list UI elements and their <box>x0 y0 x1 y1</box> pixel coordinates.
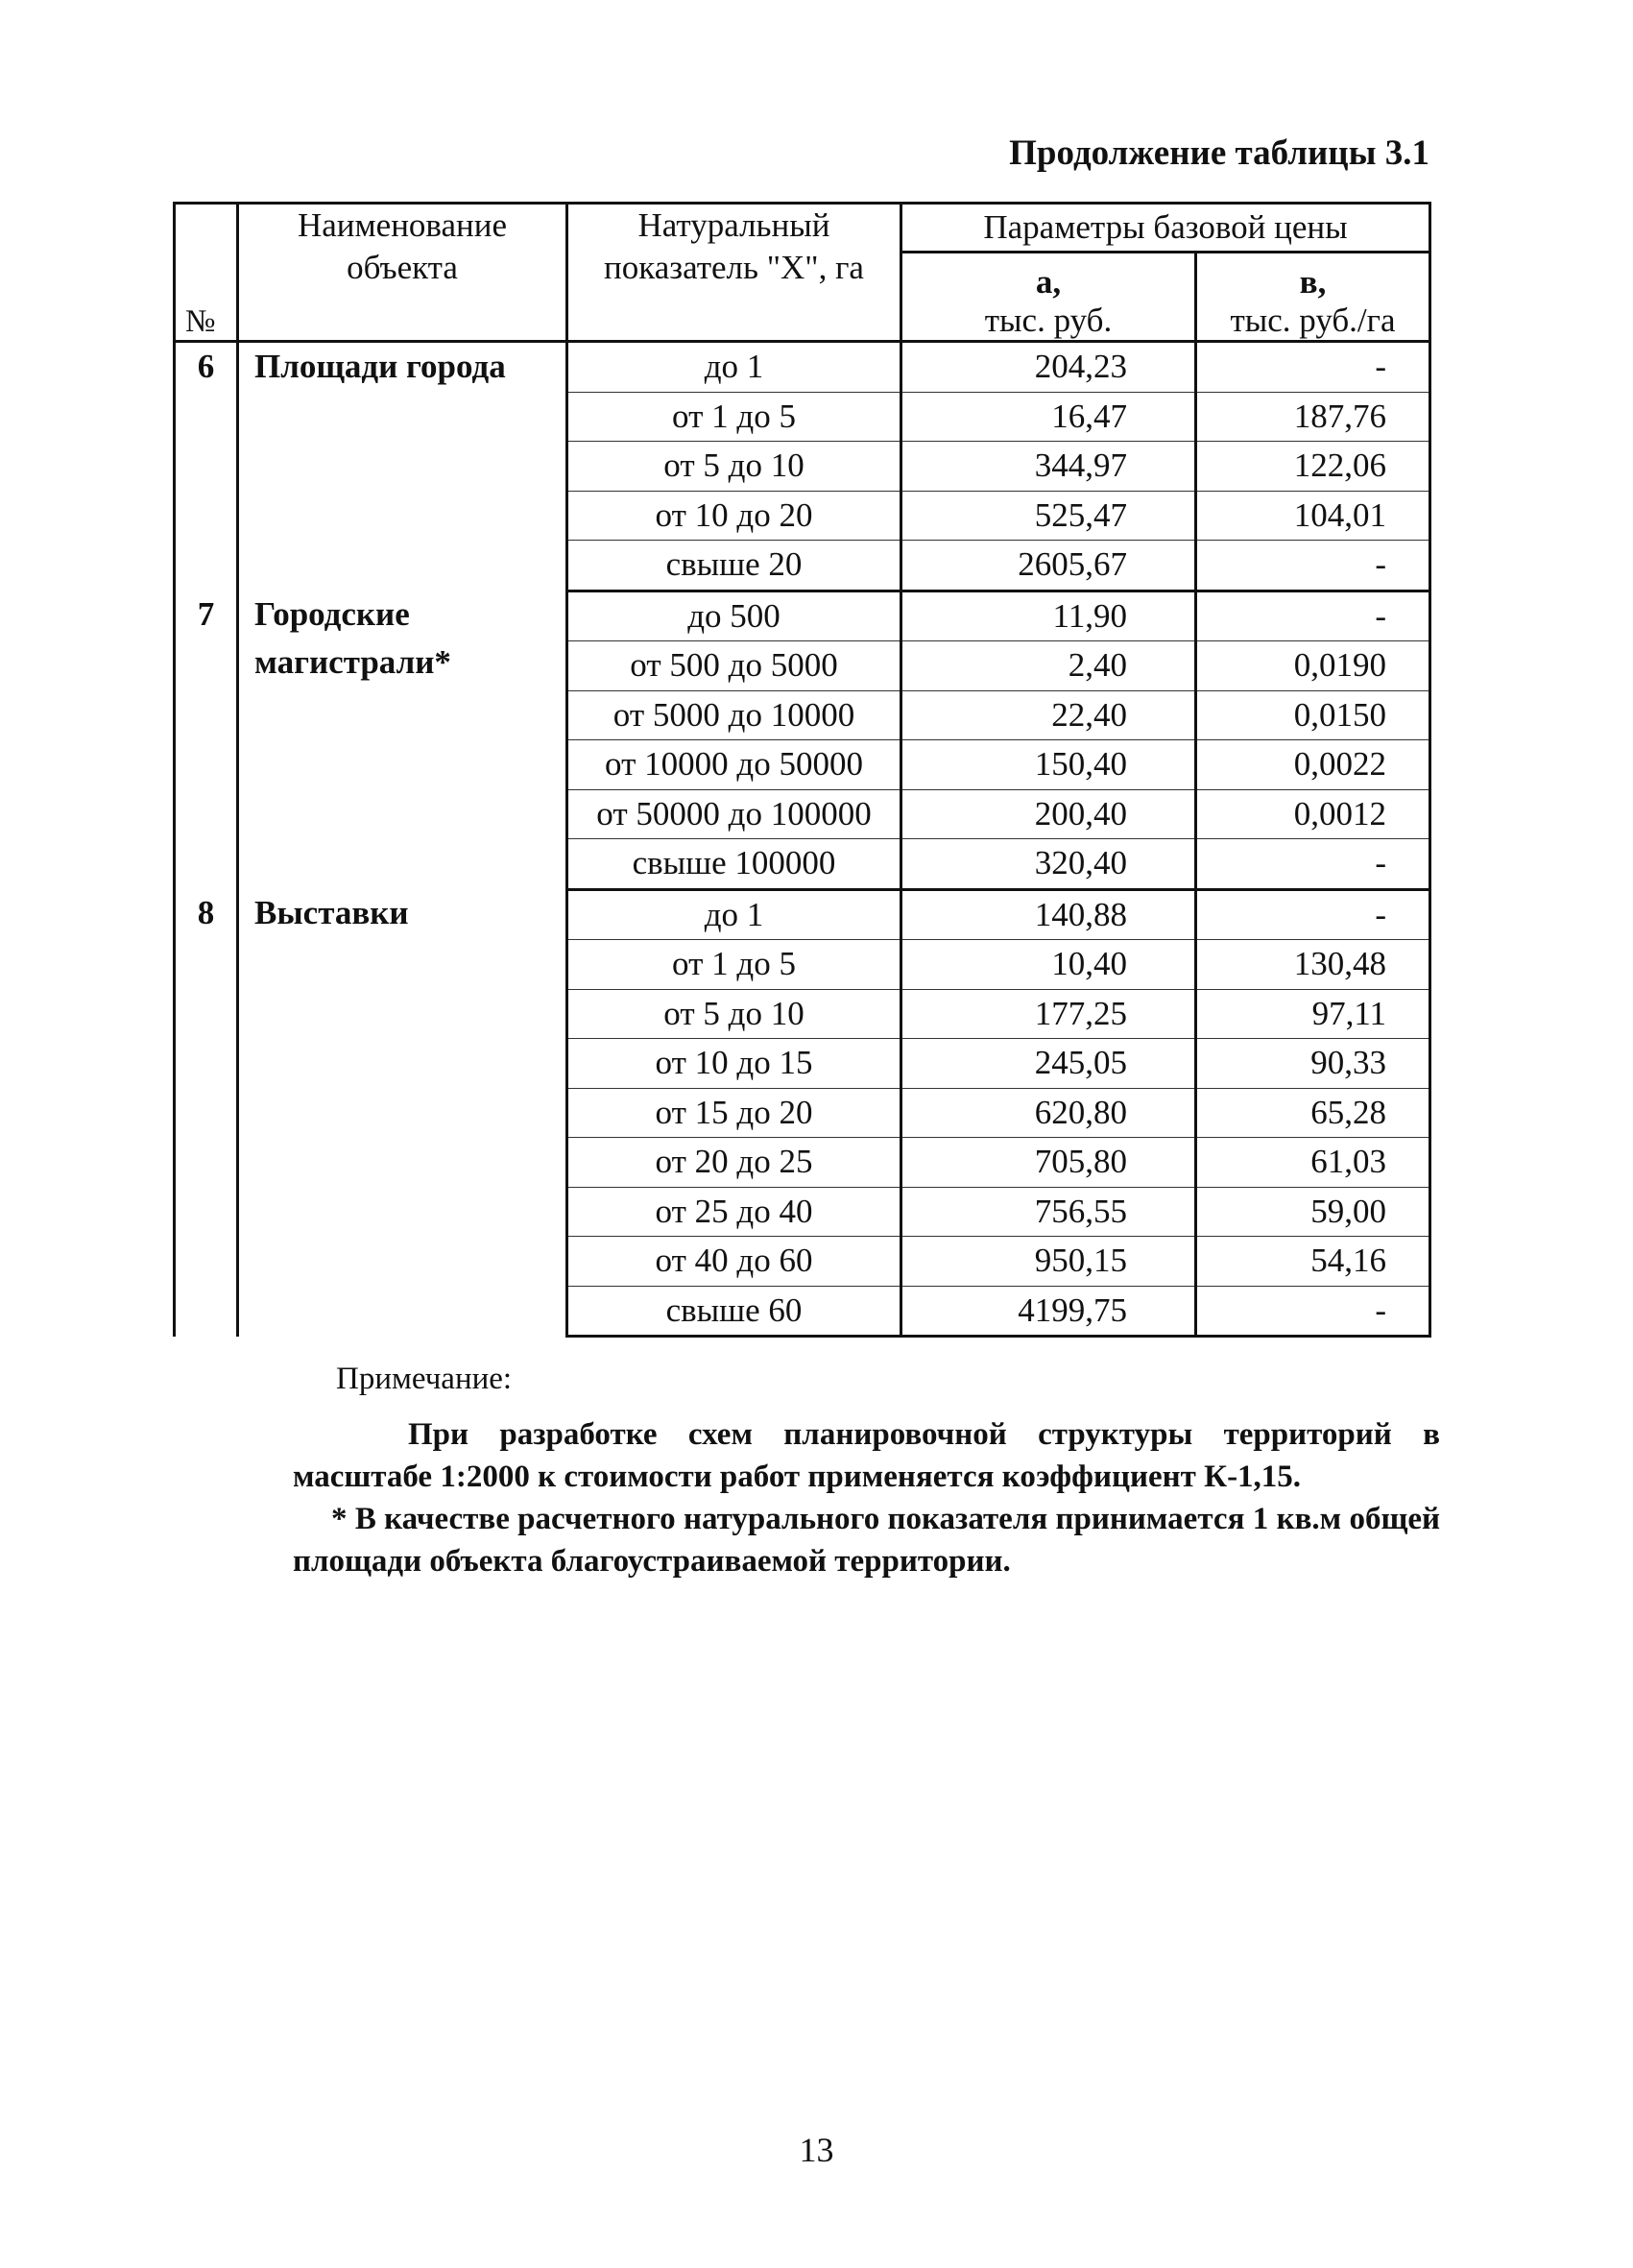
header-b <box>1196 253 1430 342</box>
indicator-cell: от 5 до 10 <box>567 442 901 492</box>
price-b-cell: 65,28 <box>1196 1088 1430 1138</box>
header-indicator: Натуральный показатель "Х", га <box>567 204 901 342</box>
price-b-cell: 0,0022 <box>1196 740 1430 790</box>
indicator-cell: свыше 20 <box>567 541 901 591</box>
price-b-cell: 97,11 <box>1196 989 1430 1039</box>
price-a-cell: 22,40 <box>901 690 1196 740</box>
indicator-cell: до 1 <box>567 342 901 393</box>
group-number: 7 <box>175 591 238 889</box>
indicator-cell: от 1 до 5 <box>567 392 901 442</box>
price-a-cell: 950,15 <box>901 1237 1196 1287</box>
price-b-cell: 54,16 <box>1196 1237 1430 1287</box>
indicator-cell: от 10 до 20 <box>567 491 901 541</box>
indicator-cell: от 1 до 5 <box>567 940 901 990</box>
price-b-cell: 59,00 <box>1196 1187 1430 1237</box>
header-num: № <box>175 204 238 342</box>
price-a-cell: 4199,75 <box>901 1286 1196 1337</box>
indicator-cell: от 20 до 25 <box>567 1138 901 1188</box>
price-a-cell: 177,25 <box>901 989 1196 1039</box>
header-a-letter: а, <box>1035 263 1062 301</box>
indicator-cell: от 15 до 20 <box>567 1088 901 1138</box>
price-b-cell: - <box>1196 1286 1430 1337</box>
indicator-cell: от 40 до 60 <box>567 1237 901 1287</box>
table-row <box>175 591 1430 641</box>
header-b-letter: в, <box>1299 263 1327 301</box>
header-params: Параметры базовой цены <box>901 204 1430 253</box>
price-a-cell: 344,97 <box>901 442 1196 492</box>
price-b-cell: 90,33 <box>1196 1039 1430 1089</box>
object-name: Городские магистрали* <box>238 591 567 889</box>
price-b-cell: - <box>1196 591 1430 641</box>
price-a-cell: 150,40 <box>901 740 1196 790</box>
object-name: Выставки <box>238 889 567 1337</box>
price-a-cell: 11,90 <box>901 591 1196 641</box>
price-a-cell: 140,88 <box>901 889 1196 940</box>
header-name: Наименование объекта <box>238 204 567 342</box>
price-a-cell: 200,40 <box>901 789 1196 839</box>
price-table <box>173 202 1431 1338</box>
group-number: 6 <box>175 342 238 591</box>
price-b-cell: 104,01 <box>1196 491 1430 541</box>
table-continuation-label: Продолжение таблицы 3.1 <box>1009 133 1429 173</box>
indicator-cell: от 10 до 15 <box>567 1039 901 1089</box>
price-b-cell: - <box>1196 889 1430 940</box>
price-b-cell: 0,0190 <box>1196 641 1430 691</box>
indicator-cell: свыше 60 <box>567 1286 901 1337</box>
price-b-cell: 61,03 <box>1196 1138 1430 1188</box>
price-a-cell: 10,40 <box>901 940 1196 990</box>
header-a <box>901 253 1196 342</box>
price-b-cell: 0,0150 <box>1196 690 1430 740</box>
price-b-cell: - <box>1196 839 1430 890</box>
price-a-cell: 2,40 <box>901 641 1196 691</box>
price-b-cell: - <box>1196 342 1430 393</box>
price-b-cell: 187,76 <box>1196 392 1430 442</box>
price-a-cell: 525,47 <box>901 491 1196 541</box>
indicator-cell: от 10000 до 50000 <box>567 740 901 790</box>
note-paragraph-2: * В качестве расчетного натурального показателя принимается 1 кв.м общей площади объекта благоустраиваемой территории. <box>293 1502 1440 1579</box>
price-b-cell: 122,06 <box>1196 442 1430 492</box>
price-b-cell: - <box>1196 541 1430 591</box>
table-row <box>175 889 1430 940</box>
indicator-cell: от 25 до 40 <box>567 1187 901 1237</box>
header-b-unit: тыс. руб./га <box>1230 302 1396 339</box>
indicator-cell: свыше 100000 <box>567 839 901 890</box>
indicator-cell: до 1 <box>567 889 901 940</box>
price-b-cell: 130,48 <box>1196 940 1430 990</box>
note-paragraph-1: При разработке схем планировочной структуры территорий в масштабе 1:2000 к стоимости работ применяется коэффициент К-1,15. <box>293 1417 1440 1494</box>
table-body <box>175 342 1430 1337</box>
indicator-cell: от 5 до 10 <box>567 989 901 1039</box>
indicator-cell: до 500 <box>567 591 901 641</box>
price-a-cell: 320,40 <box>901 839 1196 890</box>
object-name: Площади города <box>238 342 567 591</box>
price-a-cell: 620,80 <box>901 1088 1196 1138</box>
table-row <box>175 342 1430 393</box>
group-number: 8 <box>175 889 238 1337</box>
price-b-cell: 0,0012 <box>1196 789 1430 839</box>
header-a-unit: тыс. руб. <box>984 302 1113 339</box>
price-a-cell: 16,47 <box>901 392 1196 442</box>
price-a-cell: 245,05 <box>901 1039 1196 1089</box>
price-a-cell: 2605,67 <box>901 541 1196 591</box>
price-a-cell: 204,23 <box>901 342 1196 393</box>
note-title: Примечание: <box>336 1362 513 1396</box>
indicator-cell: от 5000 до 10000 <box>567 690 901 740</box>
price-a-cell: 705,80 <box>901 1138 1196 1188</box>
price-a-cell: 756,55 <box>901 1187 1196 1237</box>
indicator-cell: от 500 до 5000 <box>567 641 901 691</box>
page-number: 13 <box>799 2131 834 2169</box>
indicator-cell: от 50000 до 100000 <box>567 789 901 839</box>
